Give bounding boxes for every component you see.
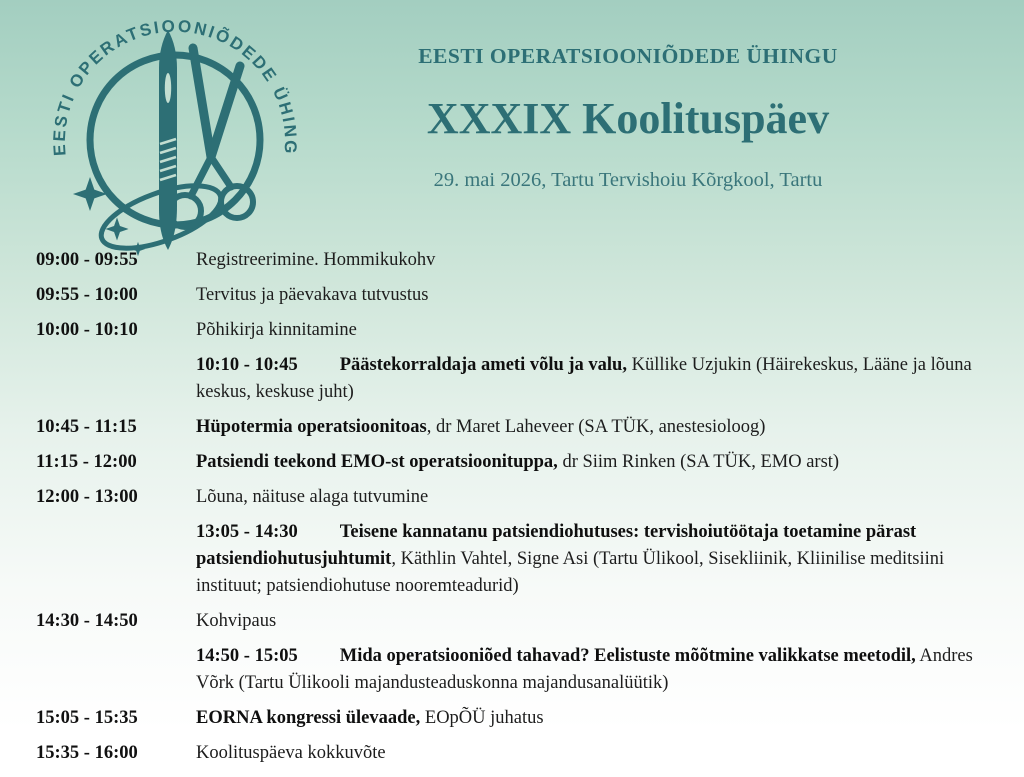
schedule-time: 10:45 - 11:15 [36, 417, 137, 437]
session-title: 14:50 - 15:05 [196, 646, 298, 666]
session-detail: Registreerimine. Hommikukohv [196, 250, 436, 270]
organization-name: EESTI OPERATSIOONIÕDEDE ÜHINGU [418, 44, 838, 68]
session-title: Hüpotermia operatsioonitoas [196, 417, 427, 437]
session-title: Patsiendi teekond EMO-st operatsioonituppa, [196, 452, 558, 472]
schedule-description [196, 352, 1024, 406]
schedule-description [196, 705, 1024, 732]
session-detail: EOpÕÜ juhatus [420, 708, 544, 728]
logo-ring-text: EESTI OPERATSIOONIÕDEDE ÜHING [49, 16, 301, 157]
header [330, 44, 926, 192]
schedule-time: 11:15 - 12:00 [36, 452, 137, 472]
scalpel-scissors-seal-icon [28, 4, 312, 256]
schedule-row [0, 414, 1024, 441]
session-detail: Koolituspäeva kokkuvõte [196, 743, 386, 763]
schedule-description [196, 643, 1024, 697]
session-detail: Küllike Uzjukin (Häirekeskus, Lääne ja lõuna keskus, keskuse juht) [196, 355, 972, 402]
schedule-time: 15:05 - 15:35 [36, 708, 138, 728]
schedule-time [0, 643, 196, 697]
schedule-description [196, 282, 1024, 309]
schedule-row [0, 705, 1024, 732]
session-detail: dr Siim Rinken (SA TÜK, EMO arst) [557, 452, 840, 472]
schedule-time: 15:35 - 16:00 [36, 743, 138, 763]
schedule-row [0, 352, 1024, 406]
schedule-row [0, 643, 1024, 697]
schedule-time [0, 352, 196, 406]
schedule-row [0, 449, 1024, 476]
schedule-time: 10:00 - 10:10 [36, 320, 138, 340]
schedule-description [196, 247, 1024, 274]
session-detail: Põhikirja kinnitamine [196, 320, 357, 340]
session-detail: , Käthlin Vahtel, Signe Asi (Tartu Ülikool, Sisekliinik, Kliinilise meditsiini instituut; patsiendiohutuse nooremteadurid) [196, 549, 945, 596]
schedule-row [0, 608, 1024, 635]
schedule-description [196, 740, 1024, 767]
association-logo [28, 4, 312, 256]
schedule-description [196, 608, 1024, 635]
session-title: 10:10 - 10:45 [196, 355, 298, 375]
session-detail: Tervitus ja päevakava tutvustus [196, 285, 429, 305]
schedule-description [196, 317, 1024, 344]
schedule-row [0, 484, 1024, 511]
schedule-description [196, 449, 1024, 476]
schedule-time: 14:30 - 14:50 [36, 611, 138, 631]
schedule-list [0, 247, 1024, 775]
schedule-row [0, 317, 1024, 344]
schedule-time: 09:00 - 09:55 [36, 250, 138, 270]
session-detail: Andres Võrk (Tartu Ülikooli majandusteaduskonna majandusanalüütik) [196, 646, 973, 693]
schedule-row [0, 247, 1024, 274]
schedule-time: 09:55 - 10:00 [36, 285, 138, 305]
session-title: Teisene kannatanu patsiendiohutuses: tervishoiutöötaja toetamine pärast patsiendiohutusjuhtumit [196, 522, 917, 569]
schedule-time: 12:00 - 13:00 [36, 487, 138, 507]
session-title: Mida operatsiooniõed tahavad? Eelistuste mõõtmine valikkatse meetodil, [339, 646, 916, 666]
schedule-row [0, 519, 1024, 600]
schedule-row [0, 740, 1024, 767]
event-date-location: 29. mai 2026, Tartu Tervishoiu Kõrgkool, Tartu [433, 169, 823, 191]
schedule-row [0, 282, 1024, 309]
session-title: Päästekorraldaja ameti võlu ja valu, [339, 355, 627, 375]
session-detail: Kohvipaus [196, 611, 277, 631]
session-title: EORNA kongressi ülevaade, [196, 708, 421, 728]
event-title: XXXIX Koolituspäev [426, 94, 830, 143]
schedule-time [0, 519, 196, 600]
schedule-description [196, 519, 1024, 600]
session-detail: , dr Maret Laheveer (SA TÜK, anestesioloog) [426, 417, 766, 437]
session-detail: Lõuna, näituse alaga tutvumine [196, 487, 429, 507]
schedule-description [196, 484, 1024, 511]
schedule-description [196, 414, 1024, 441]
session-title: 13:05 - 14:30 [196, 522, 298, 542]
